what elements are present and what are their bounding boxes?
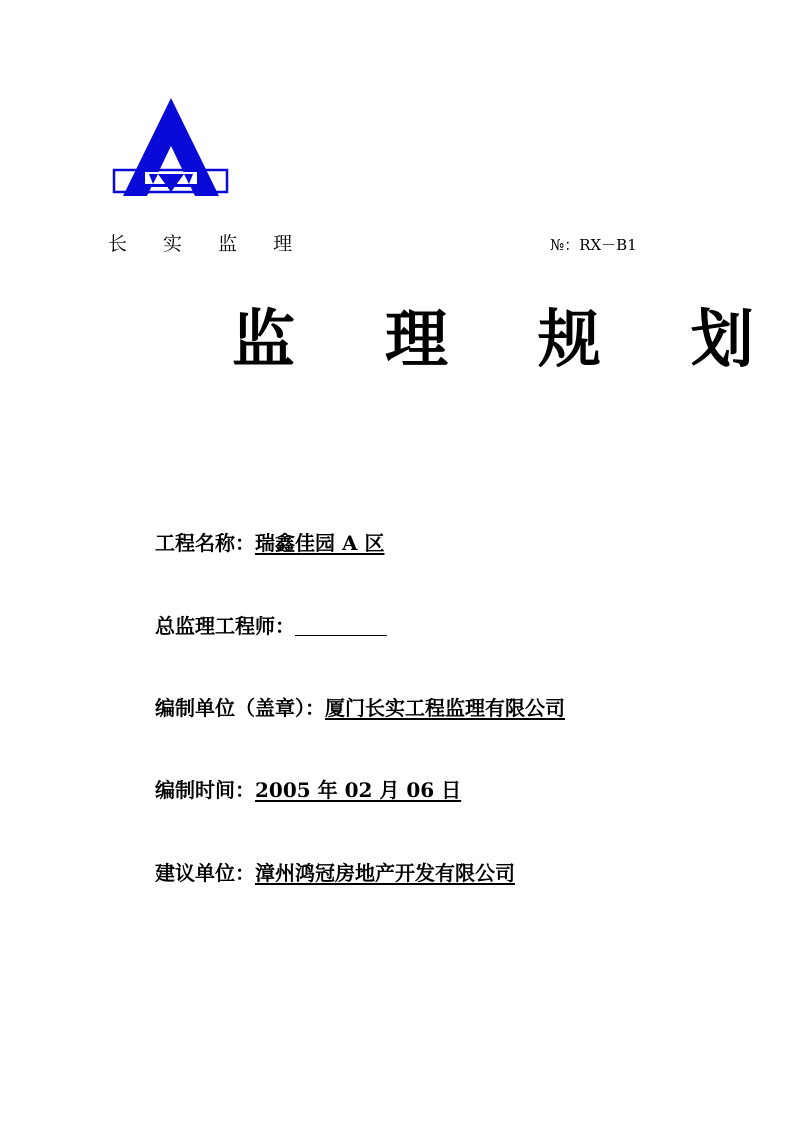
- document-number: №：RX－B1: [550, 236, 637, 254]
- compiling-unit-field: [155, 698, 565, 718]
- chief-engineer-field: [155, 616, 387, 636]
- page-title: 监 理 规 划: [232, 302, 788, 376]
- compiling-unit-label: 编制单位（盖章）：: [155, 696, 325, 720]
- proposing-unit-label: 建议单位：: [155, 861, 255, 885]
- project-name-field: [155, 533, 384, 553]
- proposing-unit-value: 漳州鸿冠房地产开发有限公司: [255, 861, 515, 885]
- proposing-unit-field: [155, 863, 515, 883]
- compiling-unit-value: 厦门长实工程监理有限公司: [325, 696, 565, 720]
- compile-date-label: 编制时间：: [155, 778, 255, 802]
- project-name-value: 瑞鑫佳园 A 区: [255, 531, 385, 555]
- company-logo: [111, 96, 231, 198]
- compile-date-field: [155, 780, 461, 800]
- chief-engineer-blank-line: [295, 617, 387, 636]
- project-name-label: 工程名称：: [155, 531, 255, 555]
- company-name: 长 实 监 理: [108, 233, 308, 255]
- chief-engineer-label: 总监理工程师：: [155, 614, 295, 638]
- compile-date-value: 2005 年 02 月 06 日: [255, 778, 462, 802]
